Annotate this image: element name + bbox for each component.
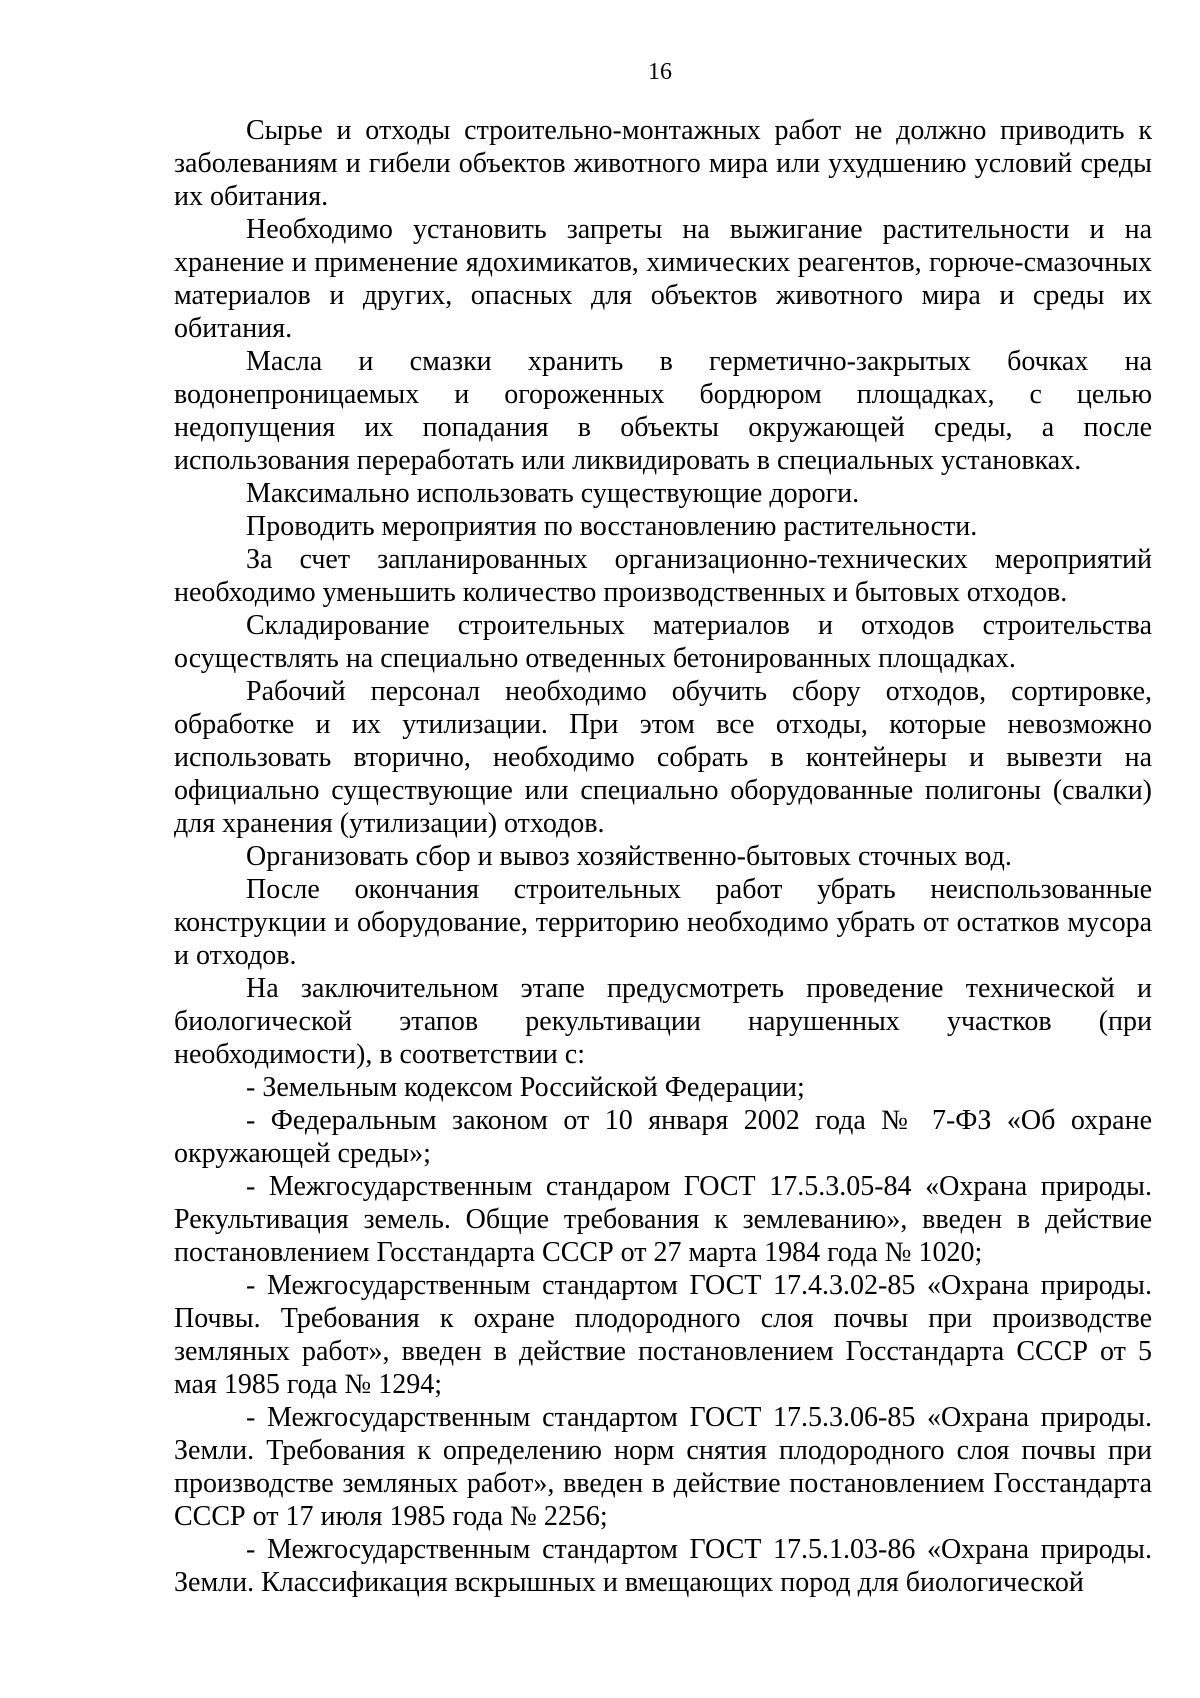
paragraph-material-storage: Складирование строительных материалов и отходов строительства осуществлять на специально отведенных бетонированных площадках.: [174, 610, 1152, 674]
document-body: [174, 114, 1152, 1599]
paragraph-site-cleanup: После окончания строительных работ убрать неиспользованные конструкции и оборудование, территорию необходимо убрать от остатков мусора и отходов.: [174, 874, 1152, 971]
paragraph-prohibitions: Необходимо установить запреты на выжигание растительности и на хранение и применение ядохимикатов, химических реагентов, горюче-смазочных материалов и других, опасных для объектов животного мира и среды их обитания.: [174, 214, 1152, 344]
page-number: 16: [648, 59, 672, 85]
list-item-gost-17-4-3-02-85: - Межгосударственным стандартом ГОСТ 17.4.3.02-85 «Охрана природы. Почвы. Требования к охране плодородного слоя почвы при производстве земляных работ», введен в действие постановлением Госстандарта СССР от 5 мая 1985 года № 1294;: [174, 1270, 1152, 1400]
paragraph-wastewater: Организовать сбор и вывоз хозяйственно-бытовых сточных вод.: [246, 841, 1012, 872]
list-item-gost-17-5-1-03-86: - Межгосударственным стандартом ГОСТ 17.5.1.03-86 «Охрана природы. Земли. Классификация вскрышных и вмещающих пород для биологической: [174, 1534, 1152, 1598]
paragraph-waste-reduction: За счет запланированных организационно-технических мероприятий необходимо уменьшить количество производственных и бытовых отходов.: [174, 544, 1152, 608]
paragraph-existing-roads: Максимально использовать существующие дороги.: [246, 478, 860, 509]
list-item-land-code: - Земельным кодексом Российской Федерации;: [246, 1072, 805, 1103]
list-item-gost-17-5-3-06-85: - Межгосударственным стандартом ГОСТ 17.5.3.06-85 «Охрана природы. Земли. Требования к определению норм снятия плодородного слоя почвы при производстве земляных работ», введен в действие постановлением Госстандарта СССР от 17 июля 1985 года № 2256;: [174, 1402, 1152, 1532]
paragraph-oils-storage: Масла и смазки хранить в герметично-закрытых бочках на водонепроницаемых и огороженных бордюром площадках, с целью недопущения их попадания в объекты окружающей среды, а после использования переработать или ликвидировать в специальных установках.: [174, 346, 1152, 476]
paragraph-recultivation: На заключительном этапе предусмотреть проведение технической и биологической этапов рекультивации нарушенных участков (при необходимости), в соответствии с:: [174, 973, 1152, 1070]
list-item-federal-law: - Федеральным законом от 10 января 2002 года № 7-ФЗ «Об охране окружающей среды»;: [174, 1105, 1152, 1169]
list-item-gost-17-5-3-05-84: - Межгосударственным стандаром ГОСТ 17.5.3.05-84 «Охрана природы. Рекультивация земель. Общие требования к землеванию», введен в действие постановлением Госстандарта СССР от 27 марта 1984 года № 1020;: [174, 1171, 1152, 1268]
paragraph-staff-training: Рабочий персонал необходимо обучить сбору отходов, сортировке, обработке и их утилизации. При этом все отходы, которые невозможно использовать вторично, необходимо собрать в контейнеры и вывезти на официально существующие или специально оборудованные полигоны (свалки) для хранения (утилизации) отходов.: [174, 676, 1152, 839]
paragraph-vegetation-restoration: Проводить мероприятия по восстановлению растительности.: [246, 511, 978, 542]
paragraph-raw-materials: Сырье и отходы строительно-монтажных работ не должно приводить к заболеваниям и гибели объектов животного мира или ухудшению условий среды их обитания.: [174, 115, 1152, 212]
